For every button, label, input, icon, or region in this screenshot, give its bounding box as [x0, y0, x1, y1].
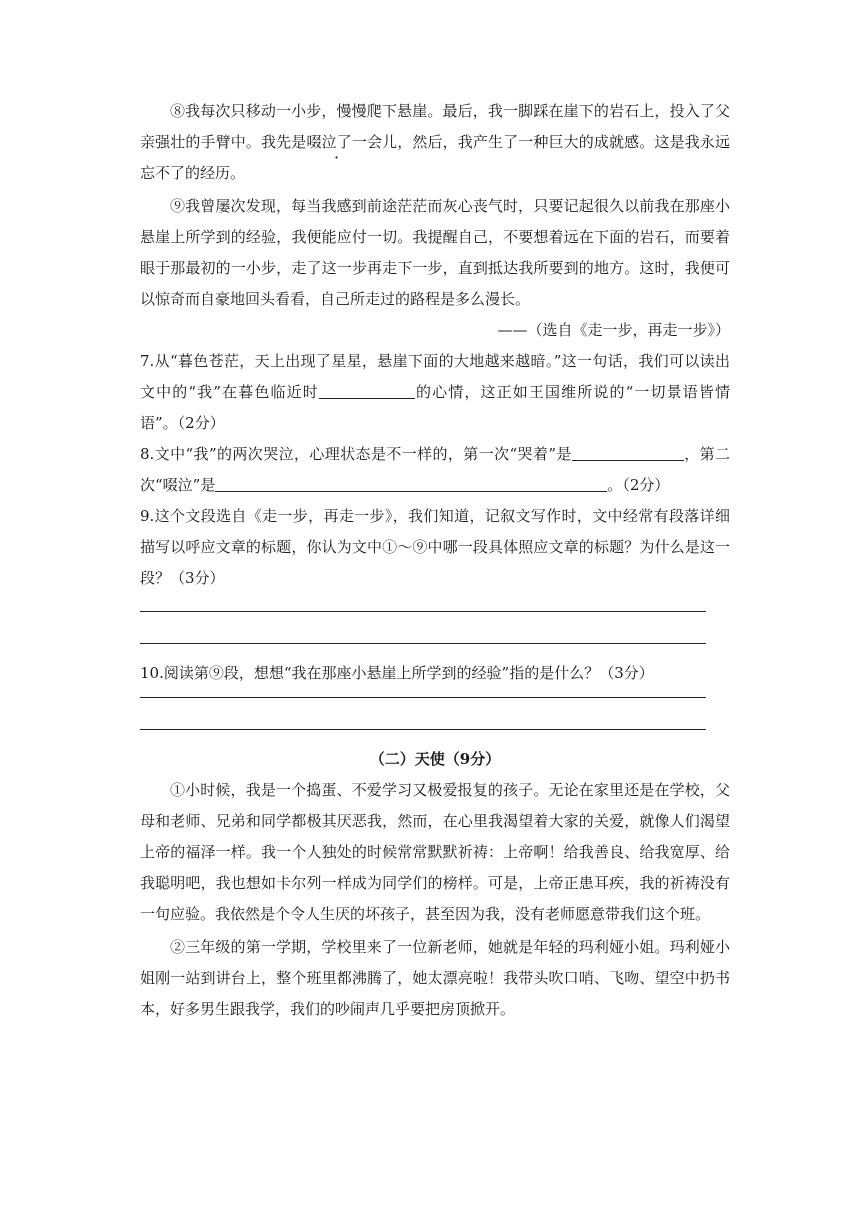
paragraph-9: ⑨我曾屡次发现，每当我感到前途茫茫而灰心丧气时，只要记起很久以前我在那座小悬崖上所学到的经验，我便能应付一切。我提醒自己，不要想着远在下面的岩石，而要着眼于那最初的一小步，走了这一步再走下一步，直到抵达我所要到的地方。这时，我便可以惊奇而自豪地回头看看，自己所走过的路程是多么漫长。: [140, 197, 730, 308]
answer-blank-7[interactable]: [319, 382, 415, 399]
answer-blank-8a[interactable]: [572, 444, 684, 461]
paragraph-8: ⑧我每次只移动一小步，慢慢爬下悬崖。最后，我一脚踩在崖下的岩石上，投入了父亲强壮的手臂中。我先是啜泣了一会儿，然后，我产生了一种巨大的成就感。这是我永远忘不了的经历。: [140, 102, 730, 182]
answer-line-9b[interactable]: [140, 643, 706, 644]
question-10: 10.阅读第⑨段，想想“我在那座小悬崖上所学到的经验”指的是什么？（3分）: [140, 664, 654, 682]
source-citation: ——（选自《走一步，再走一步》）: [497, 321, 730, 339]
document-page: [140, 96, 730, 1025]
section2-paragraph-1: ①小时候，我是一个捣蛋、不爱学习又极爱报复的孩子。无论在家里还是在学校，父母和老师、兄弟和同学都极其厌恶我，然而，在心里我渴望着大家的关爱，就像人们渴望上帝的福泽一样。我一个人独处的时候常常默默祈祷：上帝啊！给我善良、给我宽厚、给我聪明吧，我也想如卡尔列一样成为同学们的榜样。可是，上帝正患耳疾，我的祈祷没有一句应验。我依然是个令人生厌的坏孩子，甚至因为我，没有老师愿意带我们这个班。: [140, 781, 730, 923]
section2-paragraph-2: ②三年级的第一学期，学校里来了一位新老师，她就是年轻的玛利娅小姐。玛利娅小姐刚一站到讲台上，整个班里都沸腾了，她太漂亮啦！我带头吹口哨、飞吻、望空中扔书本，好多男生跟我学，我们的吵闹声几乎要把房顶掀开。: [140, 938, 730, 1018]
answer-blank-8b[interactable]: [215, 475, 607, 492]
emphasis-dotted-word: 啜泣: [306, 133, 337, 151]
section-title: （二）天使（9分）: [369, 750, 501, 768]
answer-line-10b[interactable]: [140, 729, 706, 730]
question-8: 8.文中“我”的两次哭泣，心理状态是不一样的，第一次“哭着”是 ，第二次“啜泣”是 。（2分）: [140, 445, 730, 494]
question-7: 7.从“暮色苍茫，天上出现了星星，悬崖下面的大地越来越暗。”这一句话，我们可以读出文中的“我”在暮色临近时 的心情，这正如王国维所说的“一切景语皆情语”。（2分）: [140, 352, 731, 432]
question-9: 9.这个文段选自《走一步，再走一步》，我们知道，记叙文写作时，文中经常有段落详细描写以呼应文章的标题，你认为文中①～⑨中哪一段具体照应文章的标题？为什么是这一段？（3分）: [140, 507, 730, 587]
